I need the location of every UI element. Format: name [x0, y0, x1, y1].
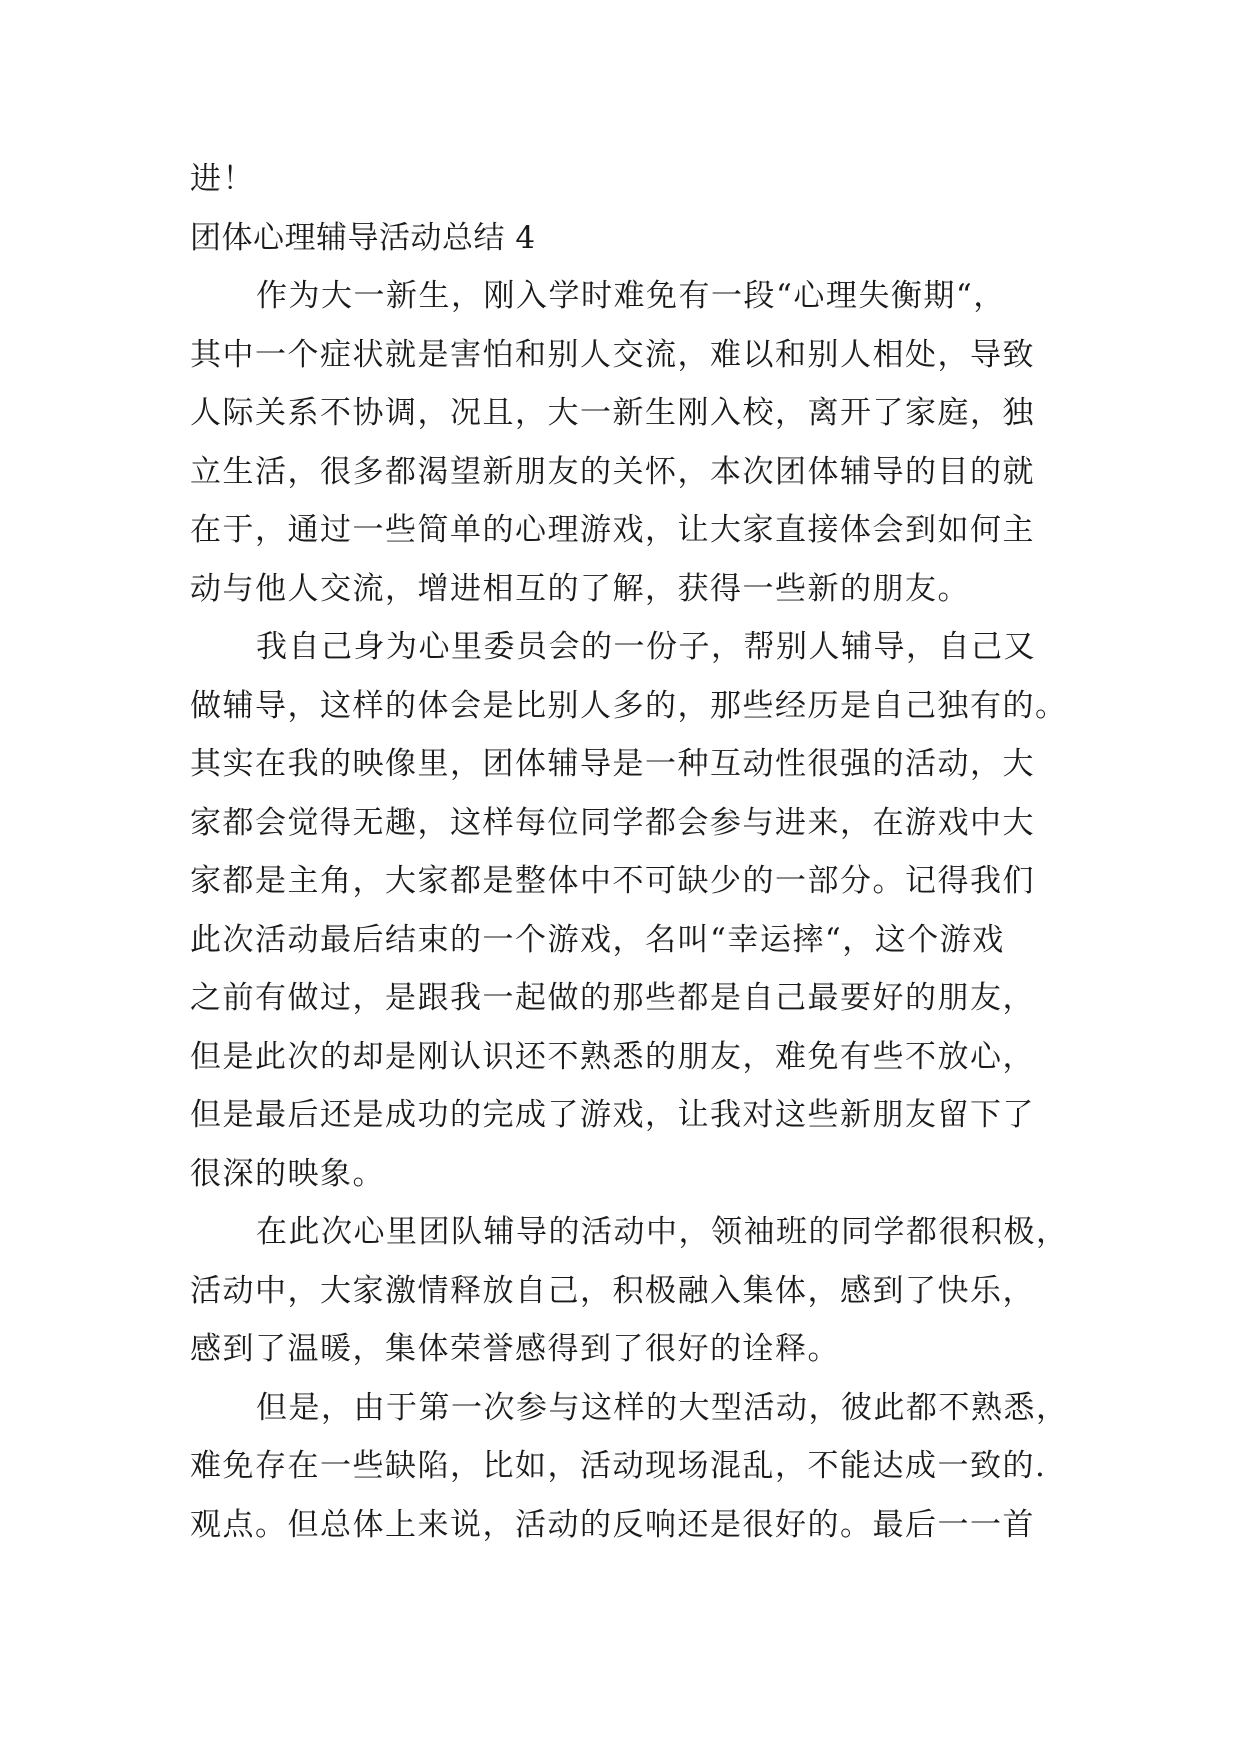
text-line: 活动中，大家激情释放自己，积极融入集体，感到了快乐， — [190, 1272, 1035, 1309]
paragraph-first-line: 但是，由于第一次参与这样的大型活动，彼此都不熟悉， — [256, 1389, 1069, 1426]
document-body — [190, 150, 1069, 1554]
paragraph-first-line: 作为大一新生，刚入学时难免有一段“心理失衡期“， — [256, 278, 1006, 314]
text-line: 立生活，很多都渴望新朋友的关怀，本次团体辅导的目的就 — [190, 453, 1035, 490]
text-line: 此次活动最后结束的一个游戏，名叫“幸运摔“，这个游戏 — [190, 921, 1005, 958]
text-line: 之前有做过，是跟我一起做的那些都是自己最要好的朋友， — [190, 980, 1035, 1016]
text-line: 做辅导，这样的体会是比别人多的，那些经历是自己独有的。 — [190, 687, 1068, 724]
text-line: 人际关系不协调，况且，大一新生刚入校，离开了家庭，独 — [190, 395, 1035, 431]
text-line: 很深的映象。 — [190, 1155, 385, 1192]
text-line: 动与他人交流，增进相互的了解，获得一些新的朋友。 — [190, 570, 970, 607]
text-line: 难免存在一些缺陷，比如，活动现场混乱，不能达成一致的. — [190, 1448, 1047, 1484]
text-line: 在于，通过一些简单的心理游戏，让大家直接体会到如何主 — [190, 512, 1035, 548]
text-line: 但是此次的却是刚认识还不熟悉的朋友，难免有些不放心， — [190, 1038, 1035, 1075]
text-line: 家都会觉得无趣，这样每位同学都会参与进来，在游戏中大 — [190, 804, 1035, 841]
text-line: 其中一个症状就是害怕和别人交流，难以和别人相处，导致 — [190, 336, 1035, 373]
text-line: 其实在我的映像里，团体辅导是一种互动性很强的活动，大 — [190, 746, 1035, 782]
paragraph-first-line: 我自己身为心里委员会的一份子，帮别人辅导，自己又 — [256, 629, 1036, 665]
text-line: 进！ — [190, 161, 255, 197]
text-line: 但是最后还是成功的完成了游戏，让我对这些新朋友留下了 — [190, 1097, 1035, 1133]
text-line: 观点。但总体上来说，活动的反响还是很好的。最后一一首 — [190, 1506, 1035, 1543]
text-line: 家都是主角，大家都是整体中不可缺少的一部分。记得我们 — [190, 863, 1035, 899]
section-heading: 团体心理辅导活动总结 4 — [190, 219, 536, 256]
paragraph-first-line: 在此次心里团队辅导的活动中，领袖班的同学都很积极， — [256, 1214, 1069, 1250]
text-line: 感到了温暖，集体荣誉感得到了很好的诠释。 — [190, 1331, 840, 1367]
